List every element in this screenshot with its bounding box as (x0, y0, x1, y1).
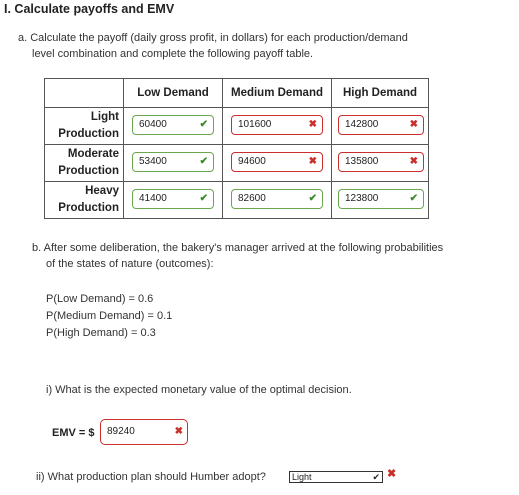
corner-cell (45, 79, 124, 108)
question-i: i) What is the expected monetary value of the optimal decision. (46, 384, 352, 396)
check-icon: ✔ (199, 156, 208, 167)
chevron-down-icon: ✔ (372, 472, 380, 482)
header-medium-demand: Medium Demand (223, 79, 332, 108)
emv-label: EMV = $ (52, 427, 95, 439)
part-b-instructions (32, 240, 502, 272)
payoff-input-heavy-low[interactable]: 41400 ✔ (132, 189, 214, 209)
part-a-instructions (18, 30, 488, 62)
payoff-table (44, 78, 429, 219)
check-icon: ✔ (409, 193, 418, 204)
payoff-input-heavy-high[interactable]: 123800 ✔ (338, 189, 424, 209)
row-label-line2: Production (58, 128, 119, 140)
cross-icon: ✖ (308, 119, 317, 130)
part-b-line1: b. After some deliberation, the bakery's manager arrived at the following probabilities (32, 242, 444, 254)
payoff-input-light-low[interactable]: 60400 ✔ (132, 115, 214, 135)
check-icon: ✔ (199, 119, 208, 130)
row-label-line2: Production (58, 202, 119, 214)
cross-icon: ✖ (308, 156, 317, 167)
payoff-header-row (45, 79, 429, 108)
payoff-input-moderate-high[interactable]: 135800 ✖ (338, 152, 424, 172)
cross-icon: ✖ (409, 156, 418, 167)
cross-icon: ✖ (409, 119, 418, 130)
production-plan-value: Light (292, 472, 312, 482)
row-label-line2: Production (58, 165, 119, 177)
part-a-line2: level combination and complete the following payoff table. (32, 48, 314, 60)
cross-icon: ✖ (387, 468, 397, 480)
part-b-line2: of the states of nature (outcomes): (46, 258, 214, 270)
payoff-input-moderate-medium[interactable]: 94600 ✖ (231, 152, 323, 172)
row-label-light (45, 108, 124, 145)
row-label-line1: Moderate (67, 148, 119, 160)
part-a-line1: a. Calculate the payoff (daily gross profit, in dollars) for each production/demand (18, 32, 408, 44)
check-icon: ✔ (308, 193, 317, 204)
prob-low-demand: P(Low Demand) = 0.6 (46, 293, 154, 305)
payoff-input-light-medium[interactable]: 101600 ✖ (231, 115, 323, 135)
prob-medium-demand: P(Medium Demand) = 0.1 (46, 310, 173, 322)
section-title: I. Calculate payoffs and EMV (4, 2, 175, 16)
row-label-line1: Heavy (85, 185, 119, 197)
row-label-moderate (45, 145, 124, 182)
payoff-input-heavy-medium[interactable]: 82600 ✔ (231, 189, 323, 209)
table-row (45, 108, 429, 145)
production-plan-select[interactable] (289, 471, 383, 483)
emv-input[interactable] (100, 419, 188, 445)
emv-value: 89240 (107, 426, 135, 437)
table-row (45, 145, 429, 182)
prob-high-demand: P(High Demand) = 0.3 (46, 327, 156, 339)
payoff-input-light-high[interactable]: 142800 ✖ (338, 115, 424, 135)
header-low-demand: Low Demand (124, 79, 223, 108)
cross-icon: ✖ (174, 426, 183, 437)
row-label-heavy (45, 182, 124, 219)
question-ii: ii) What production plan should Humber adopt? (36, 471, 266, 483)
payoff-input-moderate-low[interactable]: 53400 ✔ (132, 152, 214, 172)
header-high-demand: High Demand (332, 79, 429, 108)
table-row (45, 182, 429, 219)
check-icon: ✔ (199, 193, 208, 204)
row-label-line1: Light (90, 111, 119, 123)
